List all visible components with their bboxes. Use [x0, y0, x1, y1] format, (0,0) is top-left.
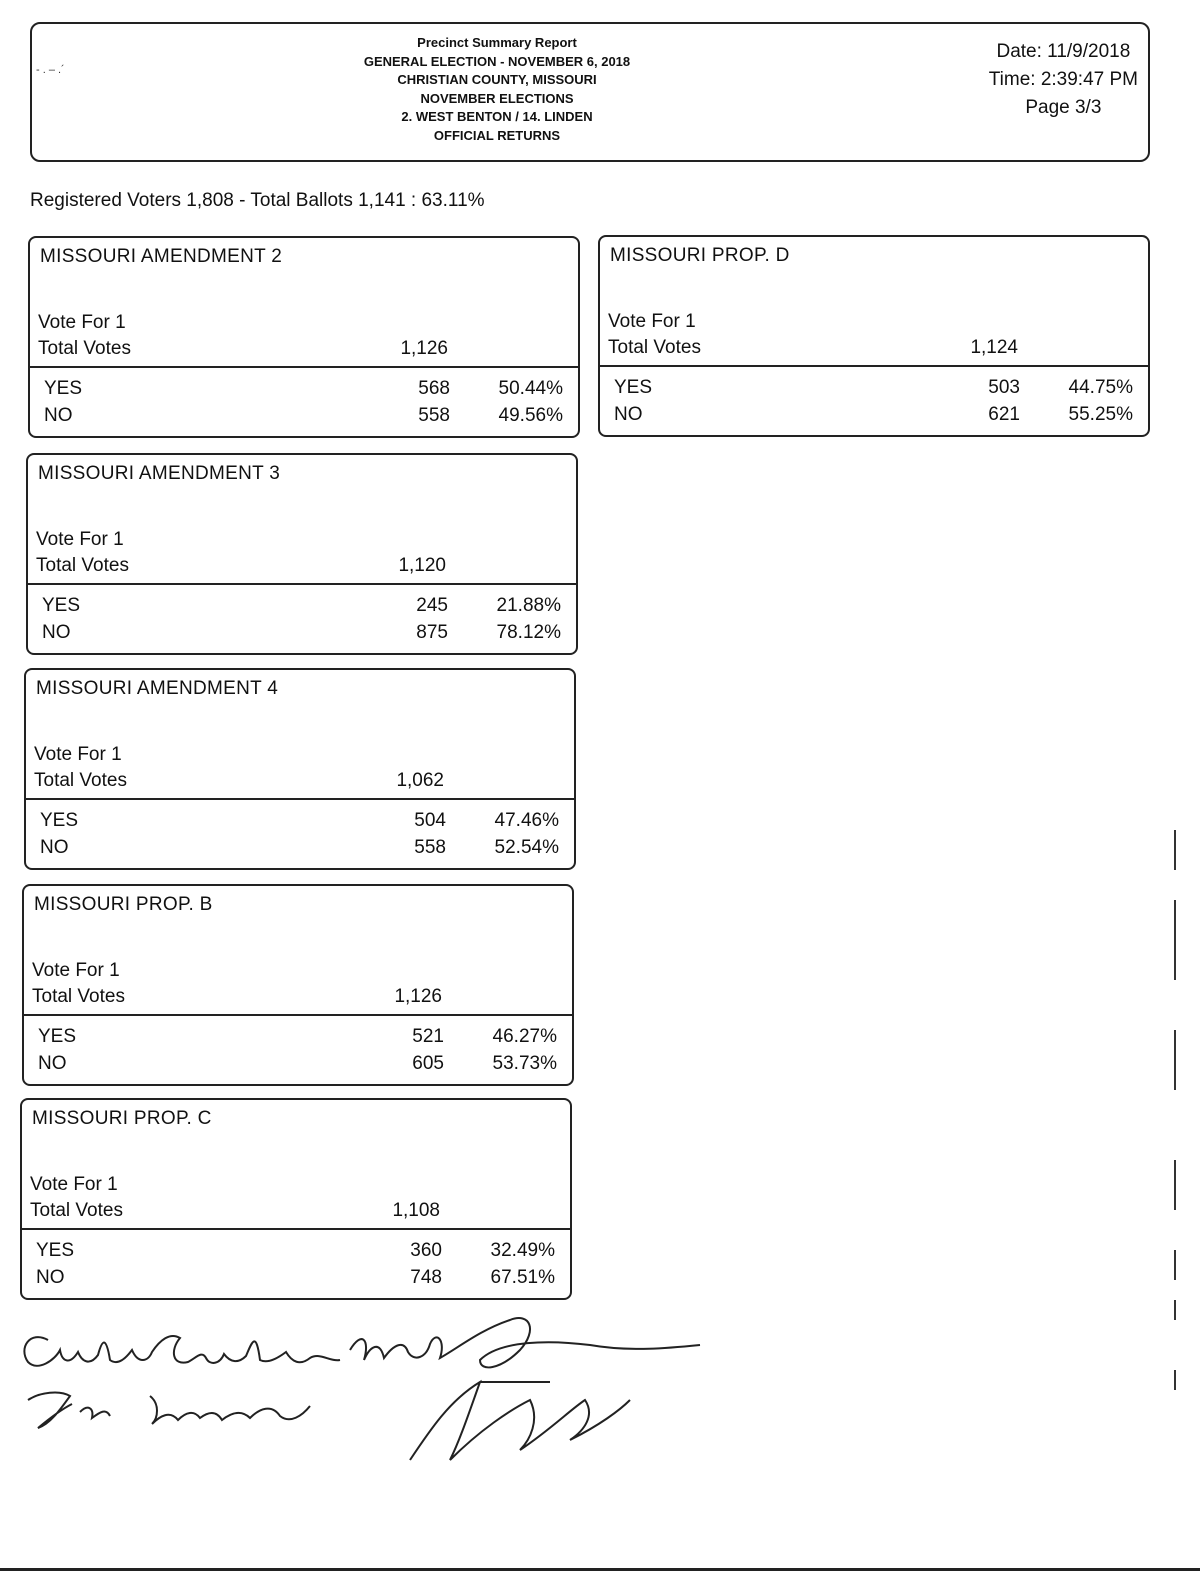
signature-3: [28, 1393, 310, 1428]
contest-title: MISSOURI PROP. C: [32, 1108, 212, 1129]
choice-votes: 621: [988, 404, 1020, 425]
vote-for-label: Vote For 1: [38, 312, 126, 333]
vote-for-label: Vote For 1: [30, 1174, 118, 1195]
result-row: [26, 810, 574, 836]
choice-percent: 32.49%: [490, 1240, 555, 1261]
choice-percent: 47.46%: [494, 810, 559, 831]
choice-label: NO: [614, 404, 643, 425]
report-header: [30, 22, 1150, 162]
choice-percent: 53.73%: [492, 1053, 557, 1074]
total-votes-label: Total Votes: [34, 770, 127, 791]
scan-mark: - . – .´: [36, 64, 65, 76]
choice-label: NO: [44, 405, 73, 426]
choice-label: YES: [614, 377, 653, 398]
contest-prop-b: [22, 884, 574, 1086]
choice-percent: 44.75%: [1068, 377, 1133, 398]
result-row: [30, 405, 578, 431]
results-divider: [22, 1228, 570, 1230]
scan-edge-marks: [1172, 830, 1178, 1410]
report-time: Time: 2:39:47 PM: [988, 69, 1138, 90]
choice-label: NO: [42, 622, 71, 643]
report-date: Date: 11/9/2018: [996, 41, 1131, 62]
signature-1: [24, 1336, 340, 1366]
choice-percent: 50.44%: [498, 378, 563, 399]
choice-percent: 46.27%: [492, 1026, 557, 1047]
choice-label: NO: [38, 1053, 67, 1074]
results-divider: [24, 1014, 572, 1016]
total-votes-label: Total Votes: [36, 555, 129, 576]
result-row: [26, 837, 574, 863]
total-votes-value: 1,124: [970, 337, 1018, 358]
result-row: [22, 1267, 570, 1293]
total-votes-value: 1,062: [396, 770, 444, 791]
county-name: CHRISTIAN COUNTY, MISSOURI: [397, 72, 597, 87]
result-row: [28, 595, 576, 621]
precinct-name: 2. WEST BENTON / 14. LINDEN: [401, 109, 593, 124]
results-divider: [26, 798, 574, 800]
signature-2: [350, 1318, 700, 1367]
contest-amendment-2: [28, 236, 580, 438]
total-votes-value: 1,126: [394, 986, 442, 1007]
signature-4: [410, 1382, 630, 1460]
choice-percent: 52.54%: [494, 837, 559, 858]
page-number: Page 3/3: [1025, 97, 1102, 118]
choice-votes: 558: [414, 837, 446, 858]
choice-votes: 504: [414, 810, 446, 831]
signatures-area: [10, 1300, 710, 1480]
report-title-block: [332, 34, 662, 145]
total-votes-value: 1,126: [400, 338, 448, 359]
choice-label: NO: [40, 837, 69, 858]
total-votes-label: Total Votes: [38, 338, 131, 359]
result-row: [24, 1026, 572, 1052]
choice-votes: 521: [412, 1026, 444, 1047]
contest-title: MISSOURI AMENDMENT 4: [36, 678, 279, 699]
choice-percent: 55.25%: [1068, 404, 1133, 425]
contest-title: MISSOURI PROP. B: [34, 894, 213, 915]
choice-votes: 360: [410, 1240, 442, 1261]
result-row: [24, 1053, 572, 1079]
choice-percent: 78.12%: [496, 622, 561, 643]
total-votes-value: 1,120: [398, 555, 446, 576]
vote-for-label: Vote For 1: [608, 311, 696, 332]
contest-title: MISSOURI AMENDMENT 2: [40, 246, 283, 267]
choice-votes: 568: [418, 378, 450, 399]
choice-votes: 558: [418, 405, 450, 426]
vote-for-label: Vote For 1: [32, 960, 120, 981]
contest-amendment-4: [24, 668, 576, 870]
result-row: [22, 1240, 570, 1266]
result-row: [30, 378, 578, 404]
election-group: NOVEMBER ELECTIONS: [420, 90, 574, 106]
choice-votes: 245: [416, 595, 448, 616]
choice-label: YES: [36, 1240, 75, 1261]
choice-label: YES: [40, 810, 79, 831]
choice-votes: 748: [410, 1267, 442, 1288]
vote-for-label: Vote For 1: [36, 529, 124, 550]
result-row: [28, 622, 576, 648]
results-divider: [600, 365, 1148, 367]
results-divider: [28, 583, 576, 585]
election-name: GENERAL ELECTION - NOVEMBER 6, 2018: [363, 53, 631, 69]
registered-voters-summary: Registered Voters 1,808 - Total Ballots 1,141 : 63.11%: [30, 190, 485, 211]
report-meta: [989, 38, 1138, 122]
result-row: [600, 404, 1148, 430]
choice-votes: 875: [416, 622, 448, 643]
contest-title: MISSOURI AMENDMENT 3: [38, 463, 281, 484]
choice-votes: 605: [412, 1053, 444, 1074]
result-row: [600, 377, 1148, 403]
choice-percent: 67.51%: [490, 1267, 555, 1288]
returns-type: OFFICIAL RETURNS: [433, 127, 561, 143]
results-divider: [30, 366, 578, 368]
choice-label: YES: [38, 1026, 77, 1047]
total-votes-label: Total Votes: [608, 337, 701, 358]
report-title: Precinct Summary Report: [417, 35, 577, 50]
vote-for-label: Vote For 1: [34, 744, 122, 765]
contest-prop-d: [598, 235, 1150, 437]
page-bottom-edge: [0, 1568, 1200, 1571]
contest-title: MISSOURI PROP. D: [610, 245, 790, 266]
choice-label: NO: [36, 1267, 65, 1288]
choice-votes: 503: [988, 377, 1020, 398]
choice-label: YES: [42, 595, 81, 616]
contest-prop-c: [20, 1098, 572, 1300]
contest-amendment-3: [26, 453, 578, 655]
total-votes-label: Total Votes: [30, 1200, 123, 1221]
choice-label: YES: [44, 378, 83, 399]
choice-percent: 21.88%: [496, 595, 561, 616]
total-votes-label: Total Votes: [32, 986, 125, 1007]
choice-percent: 49.56%: [498, 405, 563, 426]
total-votes-value: 1,108: [392, 1200, 440, 1221]
